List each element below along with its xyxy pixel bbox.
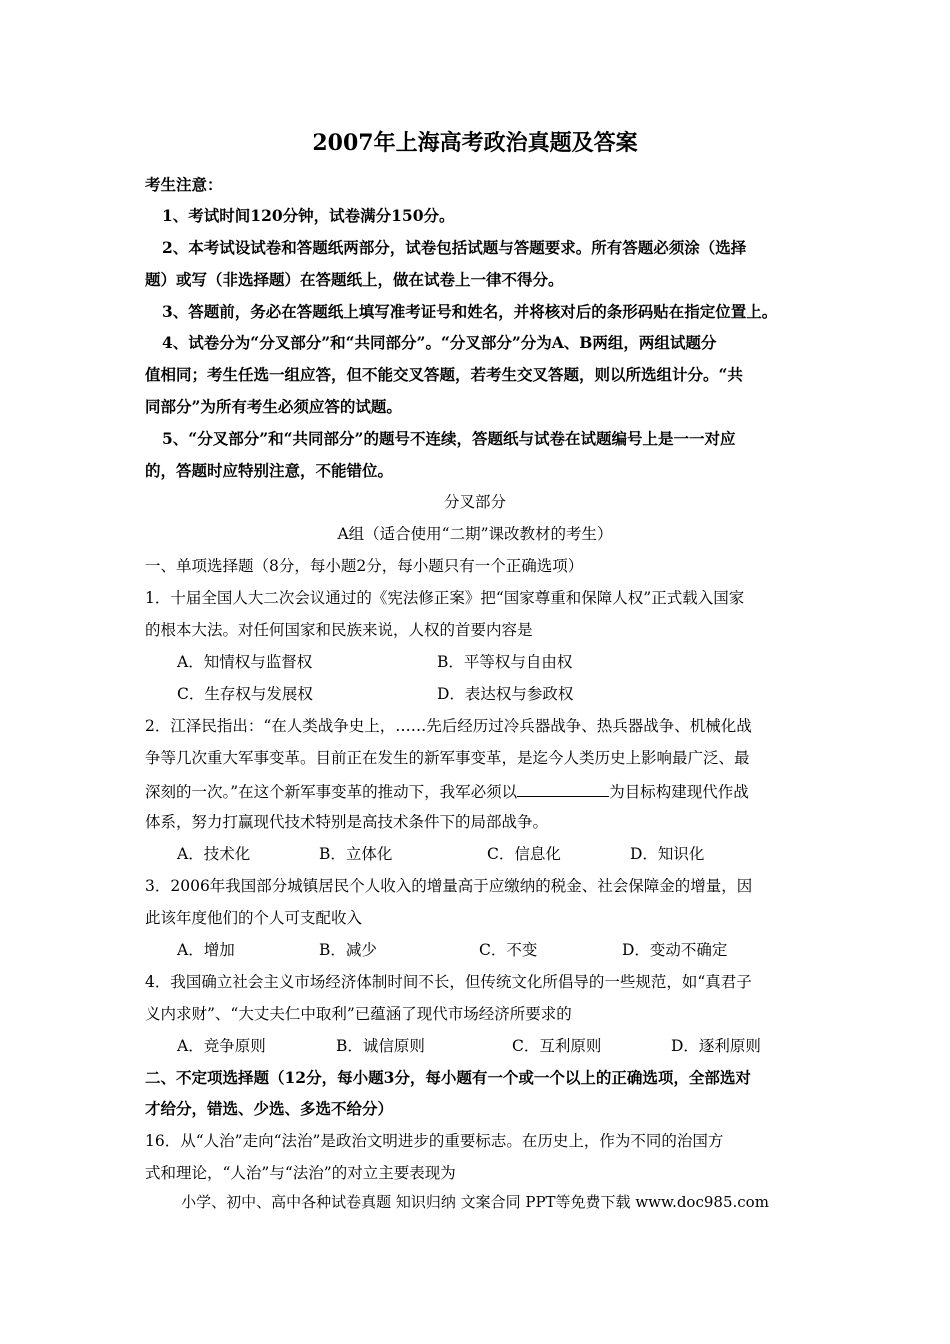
q4-option-d: D．逐利原则 xyxy=(671,1037,761,1055)
q2-line-2: 争等几次重大军事变革。目前正在发生的新军事变革，是迄今人类历史上影响最广泛、最 xyxy=(145,749,750,767)
q1-option-c: C．生存权与发展权 xyxy=(177,685,313,703)
notice-item-2-line-1: 2、本考试设试卷和答题纸两部分，试卷包括试题与答题要求。所有答题必须涂（选择 xyxy=(162,238,747,257)
q4-option-c: C．互利原则 xyxy=(512,1037,602,1055)
q2-line-3 xyxy=(145,780,749,802)
q4-line-2: 义内求财”、“大丈夫仁中取利”已蕴涵了现代市场经济所要求的 xyxy=(145,1005,572,1023)
group-a-heading: A组（适合使用“二期”课改教材的考生） xyxy=(337,525,613,543)
page-footer: 小学、初中、高中各种试卷真题 知识归纳 文案合同 PPT等免费下载 www.doc985.com xyxy=(181,1193,769,1211)
q3-option-a: A．增加 xyxy=(177,941,235,959)
q3-option-c: C．不变 xyxy=(479,941,538,959)
q16-line-1: 16．从“人治”走向“法治”是政治文明进步的重要标志。在历史上，作为不同的治国方 xyxy=(145,1132,724,1150)
q3-line-2: 此该年度他们的个人可支配收入 xyxy=(145,909,363,927)
q2-line-3-post: 为目标构建现代作战 xyxy=(609,783,749,801)
q4-line-1: 4．我国确立社会主义市场经济体制时间不长，但传统文化所倡导的一些规范，如“真君子 xyxy=(145,973,752,991)
part2-heading-line-2: 才给分，错选、少选、多选不给分） xyxy=(145,1099,394,1118)
notice-item-3: 3、答题前，务必在答题纸上填写准考证号和姓名，并将核对后的条形码贴在指定位置上。 xyxy=(162,302,778,321)
q2-line-3-pre: 深刻的一次。”在这个新军事变革的推动下，我军必须以 xyxy=(145,783,518,801)
q2-option-d: D．知识化 xyxy=(630,845,705,863)
notice-item-1: 1、考试时间120分钟，试卷满分150分。 xyxy=(162,206,455,225)
notice-item-4-line-2: 值相同；考生任选一组应答，但不能交叉答题，若考生交叉答题，则以所选组计分。“共 xyxy=(145,365,743,384)
notice-item-4-line-3: 同部分”为所有考生必须应答的试题。 xyxy=(145,397,402,416)
q1-line-1: 1．十届全国人大二次会议通过的《宪法修正案》把“国家尊重和保障人权”正式载入国家 xyxy=(145,589,745,607)
q3-option-b: B．减少 xyxy=(319,941,377,959)
q3-option-d: D．变动不确定 xyxy=(622,941,728,959)
q2-option-a: A．技术化 xyxy=(177,845,251,863)
q16-line-2: 式和理论，“人治”与“法治”的对立主要表现为 xyxy=(145,1164,456,1182)
page-title: 2007年上海高考政治真题及答案 xyxy=(312,130,638,156)
q1-option-b: B．平等权与自由权 xyxy=(437,653,573,671)
q1-line-2: 的根本大法。对任何国家和民族来说，人权的首要内容是 xyxy=(145,621,533,639)
notice-item-2-line-2: 题）或写（非选择题）在答题纸上，做在试卷上一律不得分。 xyxy=(145,270,564,289)
q4-option-a: A．竞争原则 xyxy=(177,1037,266,1055)
notice-item-5-line-2: 的，答题时应特别注意，不能错位。 xyxy=(145,461,394,480)
answer-blank xyxy=(517,780,609,797)
q2-option-c: C．信息化 xyxy=(487,845,561,863)
q2-line-4: 体系，努力打赢现代技术特别是高技术条件下的局部战争。 xyxy=(145,813,549,831)
notice-item-4-line-1: 4、试卷分为“分叉部分”和“共同部分”。“分叉部分”分为A、B两组，两组试题分 xyxy=(162,333,717,352)
notice-item-5-line-1: 5、“分叉部分”和“共同部分”的题号不连续，答题纸与试卷在试题编号上是一一对应 xyxy=(162,429,736,448)
q1-option-a: A．知情权与监督权 xyxy=(177,653,313,671)
q2-line-1: 2．江泽民指出：“在人类战争史上，……先后经历过冷兵器战争、热兵器战争、机械化战 xyxy=(145,717,752,735)
q2-option-b: B．立体化 xyxy=(319,845,393,863)
q4-option-b: B．诚信原则 xyxy=(336,1037,425,1055)
q1-option-d: D．表达权与参政权 xyxy=(437,685,574,703)
part2-heading-line-1: 二、不定项选择题（12分，每小题3分，每小题有一个或一个以上的正确选项，全部选对 xyxy=(145,1068,751,1087)
notice-heading: 考生注意： xyxy=(145,175,223,194)
section-branch-heading: 分叉部分 xyxy=(443,493,506,511)
part1-heading: 一、单项选择题（8分，每小题2分，每小题只有一个正确选项） xyxy=(145,557,584,575)
q3-line-1: 3．2006年我国部分城镇居民个人收入的增量高于应缴纳的税金、社会保障金的增量，因 xyxy=(145,877,753,895)
